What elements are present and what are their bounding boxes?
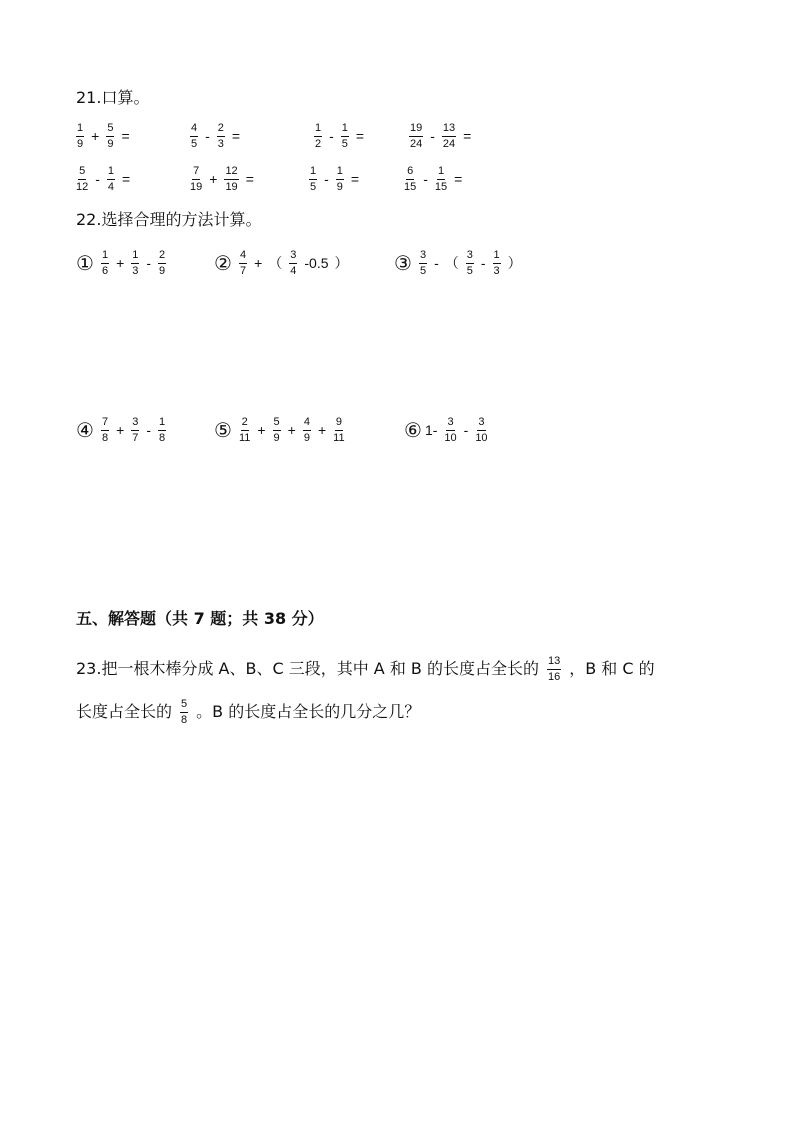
q21-expr-2-2: $\frac{7}{19}$ + $\frac{12}{19}$ =	[190, 164, 254, 193]
q23-line-2: 长度占全长的 $\frac{5}{8}$ 。B 的长度占全长的几分之几？	[76, 697, 421, 726]
fraction: $\frac{3}{5}$	[419, 248, 427, 277]
fraction: $\frac{3}{4}$	[290, 248, 297, 277]
fraction: $\frac{13}{16}$	[547, 654, 561, 683]
fraction: $\frac{5}{8}$	[181, 697, 188, 726]
fraction: $\frac{7}{19}$	[190, 164, 203, 193]
circled-number-3: ③	[394, 251, 412, 275]
circled-number-5: ⑤	[214, 418, 232, 442]
q21-expr-1-4: $\frac{19}{24}$ - $\frac{13}{24}$ =	[410, 121, 472, 150]
fraction: $\frac{19}{24}$	[410, 121, 423, 150]
fraction: $\frac{3}{10}$	[475, 415, 488, 444]
fraction: $\frac{2}{9}$	[159, 248, 166, 277]
fraction: $\frac{1}{15}$	[434, 164, 448, 193]
fraction: $\frac{7}{8}$	[101, 415, 109, 444]
fraction: $\frac{5}{9}$	[273, 415, 280, 444]
fraction: $\frac{9}{11}$	[333, 415, 345, 444]
fraction: $\frac{4}{7}$	[239, 248, 247, 277]
fraction: $\frac{1}{5}$	[341, 121, 348, 150]
q22-problem-5: ⑤ $\frac{2}{11}$ + $\frac{5}{9}$ + $\frac{4}{9}$ + $\frac{9}{11}$	[214, 415, 345, 444]
q22-problem-1: ① $\frac{1}{6}$ + $\frac{1}{3}$ - $\frac{2}{9}$	[76, 248, 166, 277]
q21-title: 21.口算。	[76, 88, 150, 107]
fraction: $\frac{1}{3}$	[132, 248, 139, 277]
fraction: $\frac{6}{15}$	[404, 164, 417, 193]
fraction: $\frac{3}{10}$	[444, 415, 457, 444]
circled-number-4: ④	[76, 418, 94, 442]
q22-problem-3: ③ $\frac{3}{5}$ - （ $\frac{3}{5}$ - $\frac{1}{3}$ ）	[394, 248, 522, 277]
fraction: $\frac{1}{2}$	[315, 121, 322, 150]
q21-expr-1-1: $\frac{1}{9}$ + $\frac{5}{9}$ =	[77, 121, 130, 150]
fraction: $\frac{3}{7}$	[132, 415, 139, 444]
fraction: $\frac{1}{3}$	[493, 248, 500, 277]
fraction: $\frac{2}{3}$	[217, 121, 224, 150]
fraction: $\frac{1}{4}$	[107, 164, 115, 193]
q21-expr-2-1: $\frac{5}{12}$ - $\frac{1}{4}$ =	[76, 164, 131, 193]
fraction: $\frac{3}{5}$	[466, 248, 473, 277]
section-heading: 五、解答题（共 7 题；共 38 分）	[76, 609, 324, 628]
q21-expr-2-3: $\frac{1}{5}$ - $\frac{1}{9}$ =	[310, 164, 360, 193]
q21-expr-2-4: $\frac{6}{15}$ - $\frac{1}{15}$ =	[404, 164, 463, 193]
fraction: $\frac{4}{5}$	[191, 121, 198, 150]
circled-number-1: ①	[76, 251, 94, 275]
fraction: $\frac{1}{9}$	[336, 164, 343, 193]
circled-number-2: ②	[214, 251, 232, 275]
q21-expr-1-2: $\frac{4}{5}$ - $\frac{2}{3}$ =	[191, 121, 241, 150]
q22-problem-6: ⑥ 1- $\frac{3}{10}$ - $\frac{3}{10}$	[404, 415, 488, 444]
fraction: $\frac{5}{9}$	[107, 121, 114, 150]
fraction: $\frac{1}{5}$	[310, 164, 317, 193]
q22-title: 22.选择合理的方法计算。	[76, 210, 262, 229]
fraction: $\frac{12}{19}$	[225, 164, 238, 193]
q22-problem-2: ② $\frac{4}{7}$ + （ $\frac{3}{4}$ -0.5 ）	[214, 248, 349, 277]
fraction: $\frac{1}{6}$	[101, 248, 109, 277]
q22-problem-4: ④ $\frac{7}{8}$ + $\frac{3}{7}$ - $\frac{1}{8}$	[76, 415, 166, 444]
fraction: $\frac{2}{11}$	[238, 415, 251, 444]
fraction: $\frac{13}{24}$	[442, 121, 456, 150]
q21-expr-1-3: $\frac{1}{2}$ - $\frac{1}{5}$ =	[315, 121, 365, 150]
fraction: $\frac{1}{8}$	[159, 415, 166, 444]
fraction: $\frac{5}{12}$	[76, 164, 89, 193]
q23-line-1: 23.把一根木棒分成 A、B、C 三段，其中 A 和 B 的长度占全长的 $\frac{13}{16}$ ，B 和 C 的	[76, 654, 655, 683]
circled-number-6: ⑥	[404, 418, 422, 442]
fraction: $\frac{4}{9}$	[303, 415, 310, 444]
fraction: $\frac{1}{9}$	[77, 121, 84, 150]
